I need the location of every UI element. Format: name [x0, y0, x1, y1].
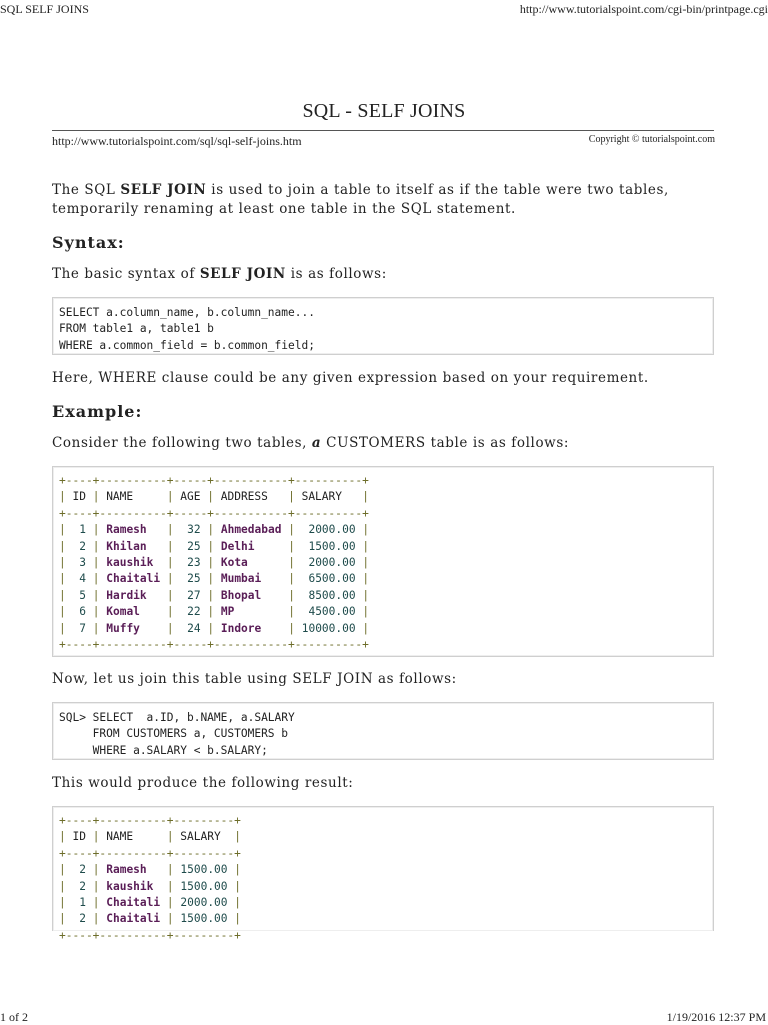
result-table-row: | 2 | Chaitali | 1500.00 |: [59, 912, 242, 926]
result-table-row: | 2 | Ramesh | 1500.00 |: [59, 863, 242, 877]
customers-table-row: +----+----------+-----+-----------+----------+: [59, 638, 369, 652]
customers-table-row: | 5 | Hardik | 27 | Bhopal | 8500.00 |: [59, 588, 370, 602]
syntax-note: Here, WHERE clause could be any given expression based on your requirement.: [52, 370, 649, 386]
customers-table-row: | 4 | Chaitali | 25 | Mumbai | 6500.00 |: [59, 572, 370, 586]
example-heading: Example:: [52, 402, 143, 421]
customers-table: [53, 467, 713, 653]
customers-table-row: | 2 | Khilan | 25 | Delhi | 1500.00 |: [59, 539, 370, 553]
customers-table-block: [52, 466, 714, 657]
print-timestamp: 1/19/2016 12:37 PM: [666, 1010, 766, 1024]
result-table-row: | ID | NAME | SALARY |: [59, 830, 241, 844]
result-table: [53, 807, 713, 944]
syntax-description: The basic syntax of SELF JOIN is as follows:: [52, 266, 387, 282]
result-table-row: +----+----------+---------+: [59, 846, 241, 860]
result-table-row: +----+----------+---------+: [59, 814, 241, 827]
source-url-link[interactable]: http://www.tutorialspoint.com/sql/sql-self-joins.htm: [52, 134, 302, 148]
customers-table-row: | 1 | Ramesh | 32 | Ahmedabad | 2000.00 |: [59, 523, 370, 537]
syntax-heading: Syntax:: [52, 233, 125, 252]
copyright-notice: Copyright © tutorialspoint.com: [588, 134, 715, 145]
result-table-row: | 1 | Chaitali | 2000.00 |: [59, 896, 242, 910]
join-description: Now, let us join this table using SELF JOIN as follows:: [52, 671, 457, 687]
code-line: WHERE a.common_field = b.common_field;: [59, 338, 315, 352]
customers-table-row: | 3 | kaushik | 23 | Kota | 2000.00 |: [59, 556, 370, 570]
print-header-url: http://www.tutorialspoint.com/cgi-bin/printpage.cgi: [519, 2, 768, 16]
join-code-block: [52, 702, 714, 760]
code-line: FROM table1 a, table1 b: [59, 322, 214, 336]
customers-table-row: +----+----------+-----+-----------+----------+: [59, 474, 369, 487]
code-line: FROM CUSTOMERS a, CUSTOMERS b: [59, 727, 289, 741]
customers-table-row: | ID | NAME | AGE | ADDRESS | SALARY |: [59, 490, 369, 504]
customers-table-row: | 6 | Komal | 22 | MP | 4500.00 |: [59, 605, 370, 619]
example-description: Consider the following two tables, a CUSTOMERS table is as follows:: [52, 435, 570, 451]
syntax-code-block: [52, 297, 714, 355]
result-table-block: [52, 806, 714, 942]
code-line: SQL> SELECT a.ID, b.NAME, a.SALARY: [59, 711, 295, 724]
result-table-row: +----+----------+---------+: [59, 928, 241, 942]
code-line: SELECT a.column_name, b.column_name...: [59, 306, 315, 319]
customers-table-row: +----+----------+-----+-----------+----------+: [59, 506, 369, 520]
result-table-row: | 2 | kaushik | 1500.00 |: [59, 879, 242, 893]
customers-table-row: | 7 | Muffy | 24 | Indore | 10000.00 |: [59, 621, 370, 635]
title-divider: [52, 130, 714, 131]
page-number: 1 of 2: [0, 1010, 28, 1024]
intro-paragraph: The SQL SELF JOIN is used to join a table to itself as if the table were two tables, temporarily renaming at least one table in the SQL statement.: [52, 182, 669, 217]
page-title: SQL - SELF JOINS: [302, 100, 466, 122]
result-description: This would produce the following result:: [52, 775, 354, 791]
code-line: WHERE a.SALARY < b.SALARY;: [59, 743, 268, 757]
print-header-title: SQL SELF JOINS: [0, 2, 89, 16]
